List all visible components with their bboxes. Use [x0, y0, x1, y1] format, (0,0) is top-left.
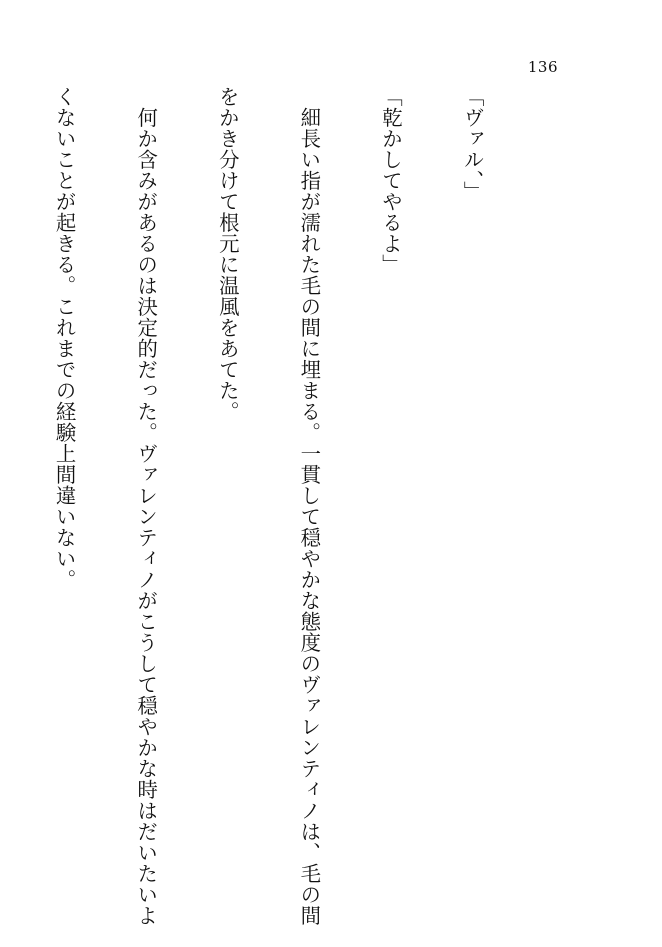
text-line: 何か含みがあるのは決定的だった。ヴァレンティノがこうして穏やかな時はだいたいよ: [134, 86, 159, 926]
text-line: 細長い指が濡れた毛の間に埋まる。一貫して穏やかな態度のヴァレンティノは、毛の間: [297, 86, 322, 926]
vertical-text-block: [52, 86, 540, 926]
text-line: 「ヴァル、」: [460, 86, 485, 202]
page-number: 136: [527, 58, 558, 76]
text-line: をかき分けて根元に温風をあてた。: [215, 86, 240, 422]
text-line: くないことが起きる。これまでの経験上間違いない。: [52, 86, 77, 590]
text-line: 「乾かしてやるよ」: [378, 86, 403, 275]
